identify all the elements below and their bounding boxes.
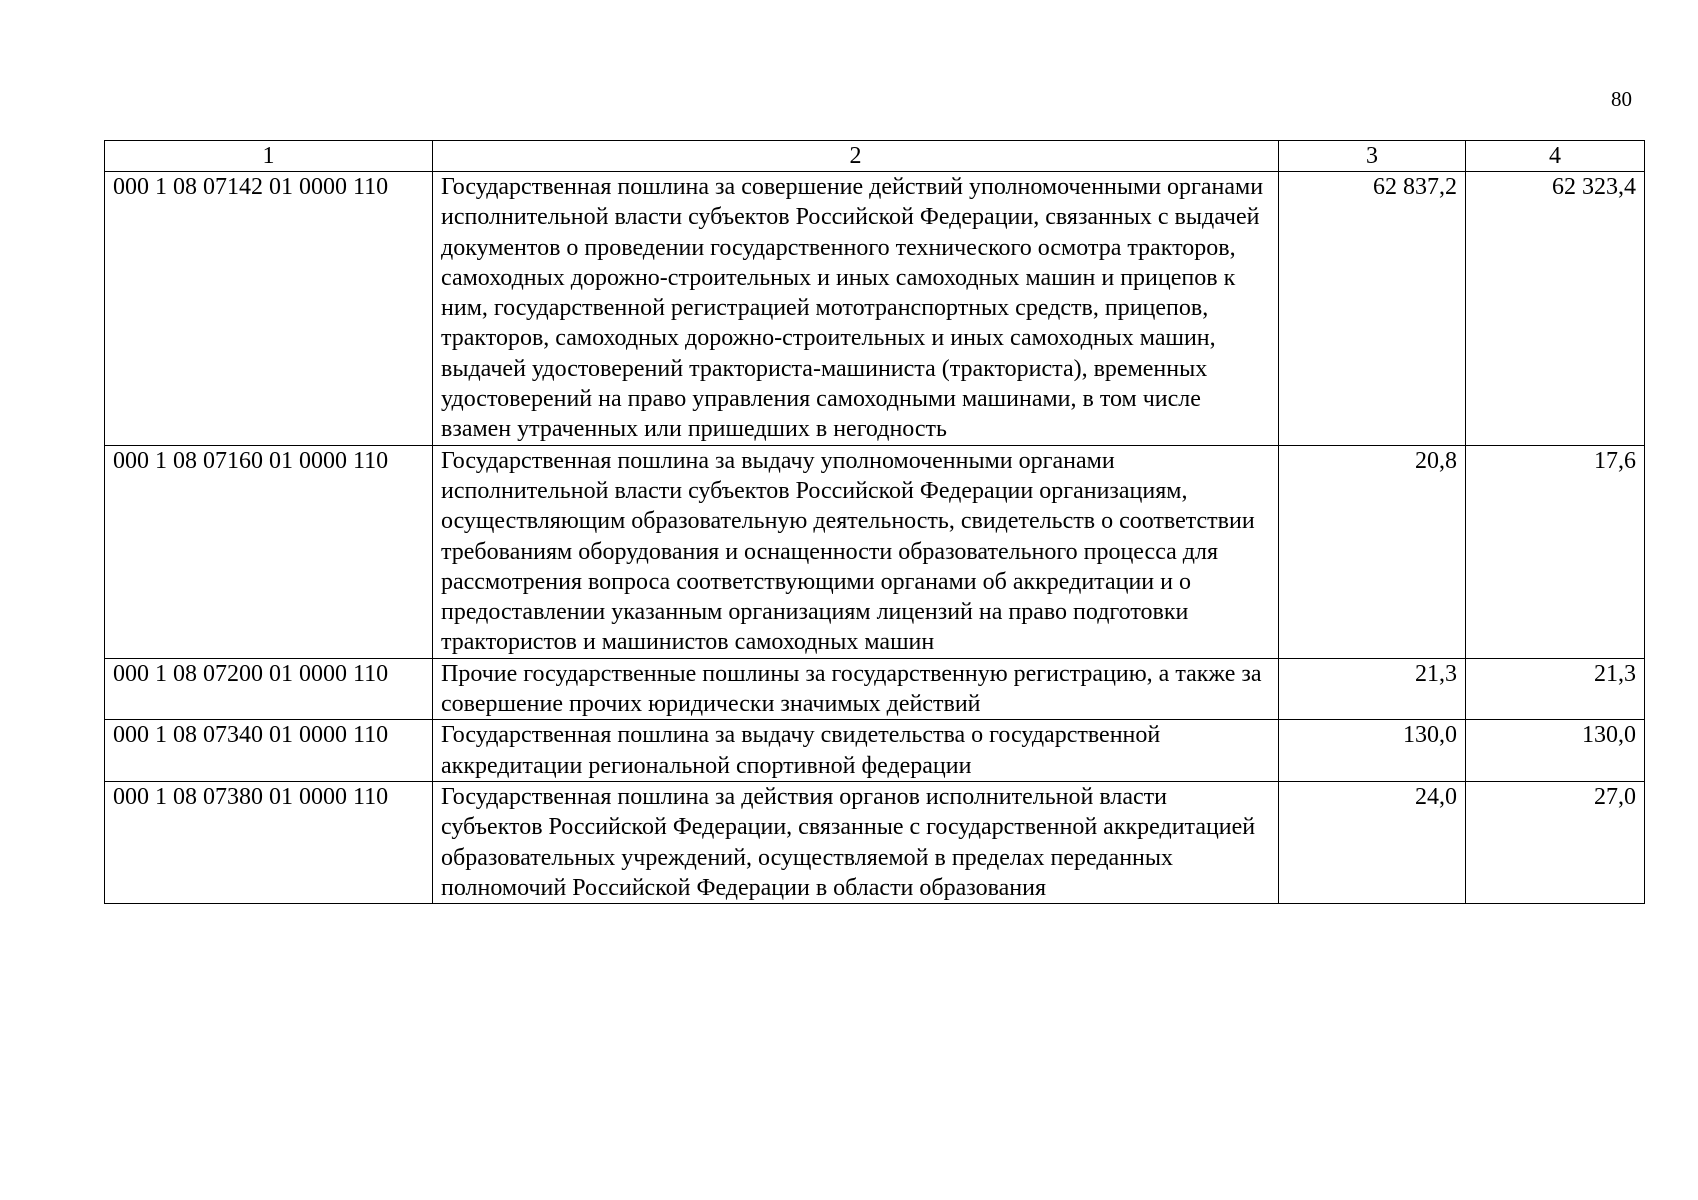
amount-column-3: 20,8 — [1279, 445, 1466, 658]
budget-code: 000 1 08 07142 01 0000 110 — [105, 172, 433, 446]
column-header-4: 4 — [1466, 141, 1645, 172]
budget-code: 000 1 08 07160 01 0000 110 — [105, 445, 433, 658]
revenue-description: Государственная пошлина за выдачу свидетельства о государственной аккредитации региональной спортивной федерации — [433, 720, 1279, 782]
amount-column-4: 130,0 — [1466, 720, 1645, 782]
amount-column-4: 17,6 — [1466, 445, 1645, 658]
table-row — [105, 781, 1645, 903]
amount-column-3: 21,3 — [1279, 658, 1466, 720]
amount-column-3: 130,0 — [1279, 720, 1466, 782]
amount-column-3: 62 837,2 — [1279, 172, 1466, 446]
column-header-2: 2 — [433, 141, 1279, 172]
budget-table — [104, 140, 1645, 904]
table-row — [105, 172, 1645, 446]
amount-column-4: 27,0 — [1466, 781, 1645, 903]
revenue-description: Государственная пошлина за совершение действий уполномоченными органами исполнительной власти субъектов Российской Федерации, связанных с выдачей документов о проведении государственного технического осмотра тракторов, самоходных дорожно-строительных и иных самоходных машин и прицепов к ним, государственной регистрацией мототранспортных средств, прицепов, тракторов, самоходных дорожно-строительных и иных самоходных машин, выдачей удостоверений тракториста-машиниста (тракториста), временных удостоверений на право управления самоходными машинами, в том числе взамен утраченных или пришедших в негодность — [433, 172, 1279, 446]
table-row — [105, 658, 1645, 720]
amount-column-4: 21,3 — [1466, 658, 1645, 720]
amount-column-3: 24,0 — [1279, 781, 1466, 903]
column-header-1: 1 — [105, 141, 433, 172]
revenue-description: Государственная пошлина за действия органов исполнительной власти субъектов Российской Федерации, связанные с государственной аккредитацией образовательных учреждений, осуществляемой в пределах переданных полномочий Российской Федерации в области образования — [433, 781, 1279, 903]
page-number: 80 — [1611, 87, 1632, 111]
revenue-description: Прочие государственные пошлины за государственную регистрацию, а также за совершение прочих юридически значимых действий — [433, 658, 1279, 720]
table-row — [105, 720, 1645, 782]
revenue-description: Государственная пошлина за выдачу уполномоченными органами исполнительной власти субъектов Российской Федерации организациям, осуществляющим образовательную деятельность, свидетельств о соответствии требованиям оборудования и оснащенности образовательного процесса для рассмотрения вопроса соответствующими органами об аккредитации и о предоставлении указанным организациям лицензий на право подготовки трактористов и машинистов самоходных машин — [433, 445, 1279, 658]
budget-code: 000 1 08 07380 01 0000 110 — [105, 781, 433, 903]
column-header-3: 3 — [1279, 141, 1466, 172]
header-row — [105, 141, 1645, 172]
amount-column-4: 62 323,4 — [1466, 172, 1645, 446]
budget-code: 000 1 08 07200 01 0000 110 — [105, 658, 433, 720]
table-row — [105, 445, 1645, 658]
budget-code: 000 1 08 07340 01 0000 110 — [105, 720, 433, 782]
